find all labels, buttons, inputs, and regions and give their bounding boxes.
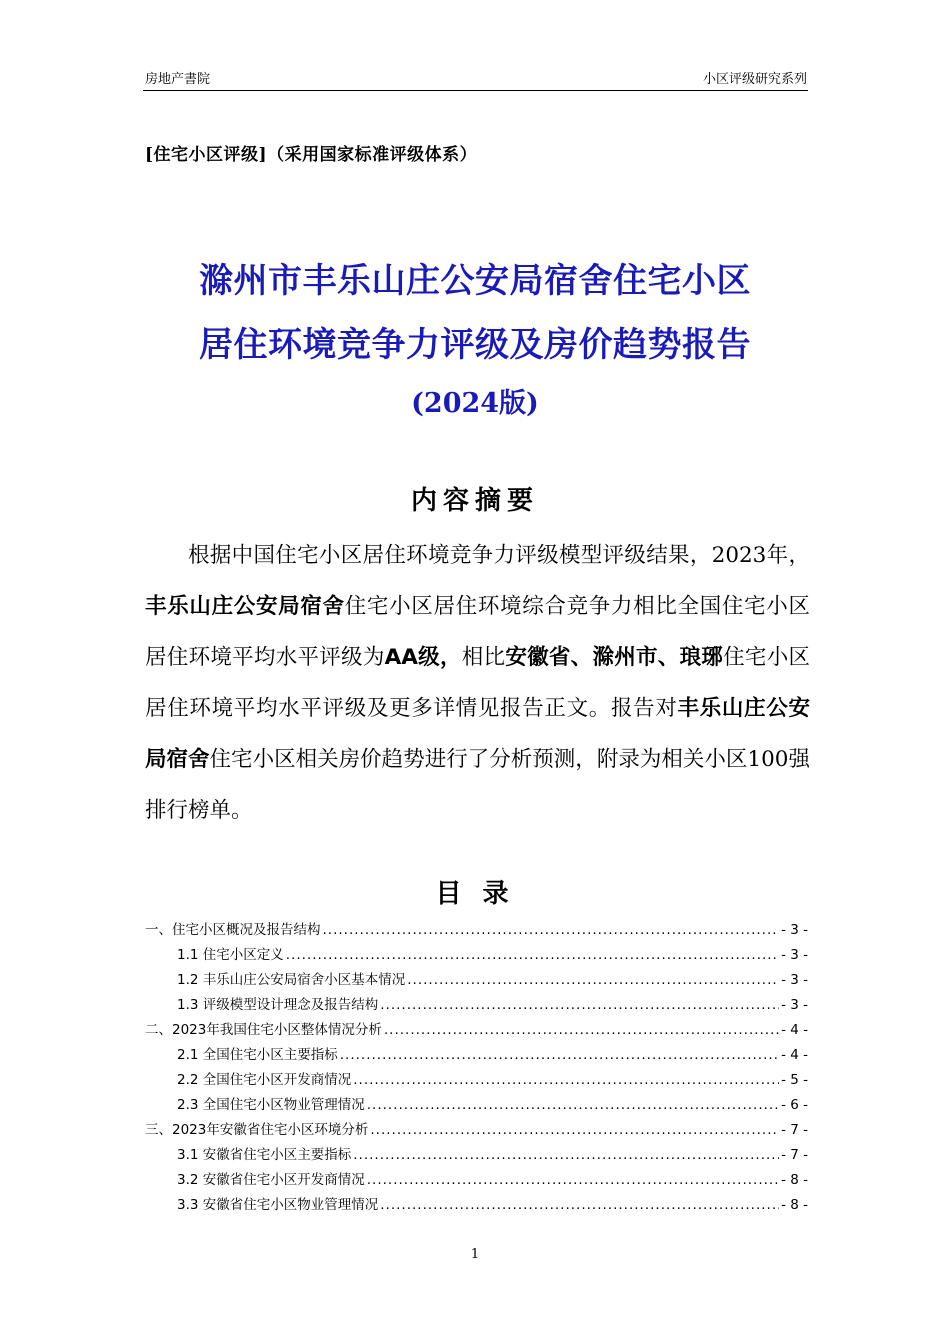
- abstract-text: 相比: [461, 645, 506, 670]
- toc-entry-page: - 3 -: [781, 972, 808, 988]
- toc-entry[interactable]: [145, 1043, 808, 1068]
- toc-leader-dots: [286, 947, 779, 963]
- toc-entry-page: - 8 -: [781, 1197, 808, 1213]
- toc-entry-label: 1.3 评级模型设计理念及报告结构: [177, 997, 379, 1013]
- report-title-line2: 居住环境竞争力评级及房价趋势报告: [199, 325, 751, 365]
- toc-entry-label: 二、2023年我国住宅小区整体情况分析: [145, 1022, 382, 1038]
- header-rule: [143, 90, 808, 91]
- header-right-text: 小区评级研究系列: [702, 72, 807, 87]
- abstract-text: 住宅小区居住环境综合竞争力相比全国住宅小区居住环境平均水平评级为: [145, 594, 810, 670]
- abstract-emphasis: 丰乐山庄公安局宿舍: [145, 696, 810, 772]
- toc-entry[interactable]: [145, 1018, 808, 1043]
- toc-entry-label: 2.3 全国住宅小区物业管理情况: [177, 1097, 365, 1113]
- toc-entry-page: - 4 -: [781, 1022, 808, 1038]
- toc-entry-page: - 6 -: [781, 1097, 808, 1113]
- toc-entry[interactable]: [145, 993, 808, 1018]
- abstract-body: [145, 530, 810, 836]
- abstract-paragraph: [145, 530, 810, 836]
- toc-entry-page: - 7 -: [781, 1147, 808, 1163]
- toc-heading: 目 录: [435, 879, 515, 909]
- toc-entry-page: - 8 -: [781, 1172, 808, 1188]
- toc-entry[interactable]: [145, 1193, 808, 1218]
- toc-entry[interactable]: [145, 918, 808, 943]
- toc-leader-dots: [353, 1147, 779, 1163]
- abstract-text: 住宅小区居住环境平均水平评级及更多详情见报告正文。报告对: [145, 645, 810, 721]
- abstract-emphasis: AA级，: [384, 645, 462, 670]
- report-title-line1: 滁州市丰乐山庄公安局宿舍住宅小区: [199, 261, 751, 301]
- toc-leader-dots: [380, 997, 779, 1013]
- toc-leader-dots: [407, 972, 779, 988]
- toc-leader-dots: [323, 922, 780, 938]
- toc-entry[interactable]: [145, 1168, 808, 1193]
- toc-leader-dots: [367, 1172, 779, 1188]
- toc-entry-page: - 3 -: [781, 997, 808, 1013]
- abstract-heading: 内容摘要: [410, 486, 539, 516]
- toc-entry-label: 1.1 住宅小区定义: [177, 947, 284, 963]
- toc-entry[interactable]: [145, 943, 808, 968]
- toc-entry-page: - 3 -: [781, 922, 808, 938]
- toc-entry-label: 3.2 安徽省住宅小区开发商情况: [177, 1172, 365, 1188]
- abstract-emphasis: 丰乐山庄公安局宿舍: [145, 594, 345, 619]
- toc-entry-label: 2.2 全国住宅小区开发商情况: [177, 1072, 352, 1088]
- page-number: 1: [470, 1247, 480, 1262]
- toc-leader-dots: [367, 1097, 779, 1113]
- toc-entry[interactable]: [145, 1068, 808, 1093]
- toc-leader-dots: [353, 1072, 779, 1088]
- abstract-text: 住宅小区相关房价趋势进行了分析预测，附录为相关小区100强排行榜单。: [145, 747, 810, 823]
- rating-tag-line: [住宅小区评级]（采用国家标准评级体系）: [145, 145, 478, 165]
- toc-entry-label: 2.1 全国住宅小区主要指标: [177, 1047, 338, 1063]
- report-edition: (2024版): [411, 388, 539, 419]
- abstract-emphasis: 安徽省、滁州市、琅琊: [505, 645, 724, 670]
- abstract-text: 根据中国住宅小区居住环境竞争力评级模型评级结果，2023年，: [188, 543, 810, 568]
- toc-leader-dots: [384, 1022, 779, 1038]
- toc-list: [145, 918, 808, 1218]
- toc-entry-label: 三、2023年安徽省住宅小区环境分析: [145, 1122, 369, 1138]
- toc-entry-label: 3.3 安徽省住宅小区物业管理情况: [177, 1197, 379, 1213]
- toc-entry[interactable]: [145, 968, 808, 993]
- header-left-text: 房地产書院: [145, 72, 211, 87]
- toc-entry-page: - 4 -: [781, 1047, 808, 1063]
- toc-entry-page: - 7 -: [781, 1122, 808, 1138]
- toc-entry-page: - 5 -: [781, 1072, 808, 1088]
- toc-entry[interactable]: [145, 1093, 808, 1118]
- toc-leader-dots: [380, 1197, 779, 1213]
- toc-entry-label: 一、住宅小区概况及报告结构: [145, 922, 321, 938]
- toc-entry[interactable]: [145, 1143, 808, 1168]
- toc-entry[interactable]: [145, 1118, 808, 1143]
- toc-leader-dots: [370, 1122, 779, 1138]
- toc-leader-dots: [340, 1047, 779, 1063]
- toc-entry-label: 3.1 安徽省住宅小区主要指标: [177, 1147, 352, 1163]
- toc-entry-label: 1.2 丰乐山庄公安局宿舍小区基本情况: [177, 972, 406, 988]
- toc-entry-page: - 3 -: [781, 947, 808, 963]
